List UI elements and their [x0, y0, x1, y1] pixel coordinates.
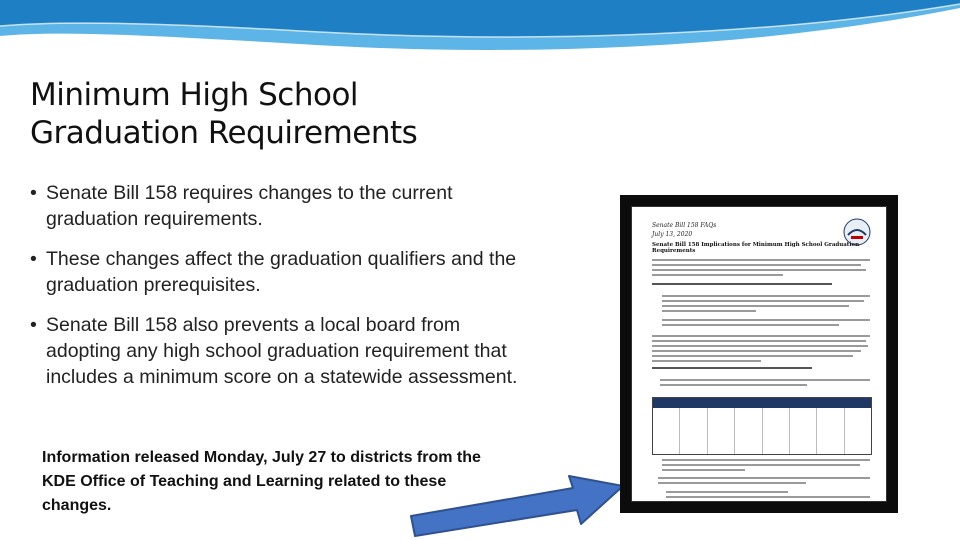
faq-document-thumbnail [620, 195, 898, 513]
document-header-title: Senate Bill 158 FAQs [652, 222, 717, 229]
document-paragraph [658, 477, 870, 487]
bullet-text: Senate Bill 158 also prevents a local board from adopting any high school graduation requirement that includes a minimum score on a statewide assessment. [46, 314, 518, 388]
bullet-dot: • [30, 248, 37, 270]
document-paragraph [652, 367, 812, 372]
header-wave-decoration [0, 0, 960, 80]
release-note: Information released Monday, July 27 to districts from the KDE Office of Teaching and Learning related to these changes. [42, 449, 481, 514]
document-paragraph [652, 283, 832, 288]
document-table-header [653, 398, 871, 408]
bullet-dot: • [30, 314, 37, 336]
document-paragraph [662, 319, 870, 329]
bullet-item [30, 312, 530, 390]
document-heading: Senate Bill 158 Implications for Minimum High School Graduation Requirements [652, 242, 860, 254]
document-paragraph [662, 295, 870, 315]
bullet-list [30, 180, 530, 404]
bullet-item [30, 246, 530, 298]
bullet-text: Senate Bill 158 requires changes to the current graduation requirements. [46, 182, 453, 230]
bullet-dot: • [30, 182, 37, 204]
document-header [652, 221, 716, 239]
bullet-text: These changes affect the graduation qualifiers and the graduation prerequisites. [46, 248, 517, 296]
document-table [652, 397, 872, 455]
document-paragraph [666, 491, 870, 501]
document-paragraph [652, 335, 870, 365]
slide-title-line-1: Minimum High School [30, 77, 359, 113]
arrow-right-icon [405, 458, 630, 538]
document-paragraph [660, 379, 870, 389]
document-paragraph [652, 259, 870, 279]
document-header-date: July 13, 2020 [652, 231, 693, 238]
document-page [631, 206, 887, 502]
document-paragraph [662, 459, 870, 474]
slide-title [30, 76, 590, 152]
slide-title-line-2: Graduation Requirements [30, 115, 418, 151]
bullet-item [30, 180, 530, 232]
